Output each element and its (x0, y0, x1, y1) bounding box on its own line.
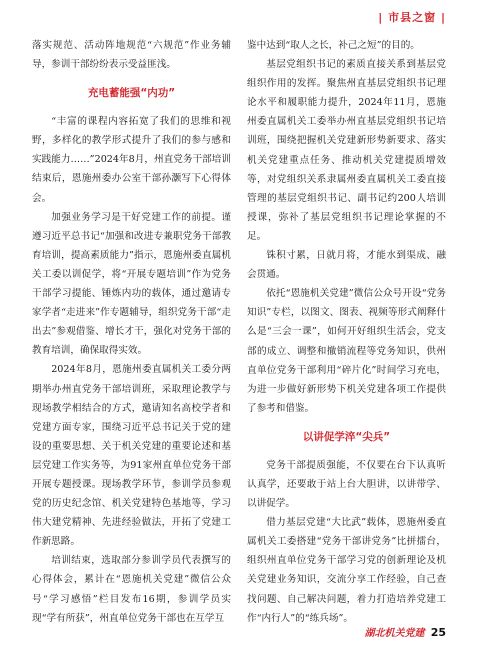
paragraph: 铢积寸累，日就月将，才能水到渠成、融会贯通。 (247, 250, 446, 281)
paragraph: 加强业务学习是干好党建工作的前提。谨遵习近平总书记“加强和改进专兼职党务干部教育培训，提高素质能力”指示，恩施州委直属机关工委以训促学，将“开展专题培训”作为党务干部学习提能、锤炼内功的载体，通过邀请专家学者“走进来”作专题辅导，组织党务干部“走出去”参观借鉴、增长才干，强化对党务干部的教育培训，确保取得实效。 (32, 211, 231, 357)
paragraph: 2024年8月，恩施州委直属机关工委分两期举办州直党务干部培训班，采取理论教学与现场教学相结合的方式，邀请知名高校学者和党建方面专家，围绕习近平总书记关于党的建设的重要思想、关于机关党建的重要论述和基层党建工作实务等，为91家州直单位党务干部开展专题授课。现场教学环节，参训学员参观党的历史纪念馆、机关党建特色基地等，学习伟大建党精神、先进经验做法，开拓了党建工作新思路。 (32, 364, 231, 548)
paragraph: 培训结束，选取部分参训学员代表撰写的心得体会，累计在“恩施机关党建”微信公众号“学习感悟”栏目发布16期，参训学员实现“学有所获”，州直单位党务干部也在互学互 (32, 555, 231, 624)
magazine-brand: 湖北机关党建 (364, 628, 425, 639)
section-heading: 充电蓄能强“内功” (87, 87, 176, 100)
page-footer (365, 624, 447, 639)
paragraph: “丰富的课程内容拓宽了我们的思维和视野，多样化的教学形式提升了我们的参与感和实践能力……”2024年8月，州直党务干部培训结束后，恩施州委办公室干部孙灏写下心得体会。 (32, 116, 231, 204)
page-number: 25 (430, 626, 446, 639)
paragraph: 依托“恩施机关党建”微信公众号开设“党务知识”专栏，以图文、图表、视频等形式阐释什么是“三会一课”，如何开好组织生活会，党支部的成立、调整和撤销流程等党务知识，供州直单位党务干部利用“碎片化”时间学习充电，为进一步做好新形势下机关党建各项工作提供了参考和借鉴。 (247, 288, 446, 414)
paragraph: 落实规范、活动阵地规范“六规范”作业务辅导，参训干部纷纷表示受益匪浅。 (32, 40, 231, 71)
section-tag: | 市县之窗 | (378, 11, 446, 24)
paragraph: 党务干部提质强能，不仅要在台下认真听认真学，还要敢于站上台大胆讲，以讲带学、以讲促学。 (247, 459, 446, 510)
paragraph: 借力基层党建“大比武”载体，恩施州委直属机关工委搭建“党务干部讲党务”比拼擂台，组织州直单位党务干部学习党的创新理论及机关党建业务知识，交流分享工作经验，自己查找问题、自己解决问题，着力打造培养党建工作“内行人”的“练兵场”。 (247, 517, 446, 624)
section-heading: 以讲促学淬“尖兵” (302, 430, 391, 443)
left-column (32, 36, 231, 628)
right-column (247, 36, 446, 628)
paragraph: 鉴中达到“取人之长，补己之短”的目的。 (247, 40, 420, 51)
paragraph: 基层党组织书记的素质直接关系到基层党组织作用的发挥。聚焦州直基层党组织书记理论水平和履职能力提升，2024年11月，恩施州委直属机关工委举办州直基层党组织书记培训班，围绕把握机关党建新形势新要求、落实机关党建重点任务、推动机关党建提质增效等，对党组织关系隶属州委直属机关工委直接管理的基层党组织书记、副书记约200人培训授课，弥补了基层党组织书记理论掌握的不足。 (247, 59, 446, 242)
